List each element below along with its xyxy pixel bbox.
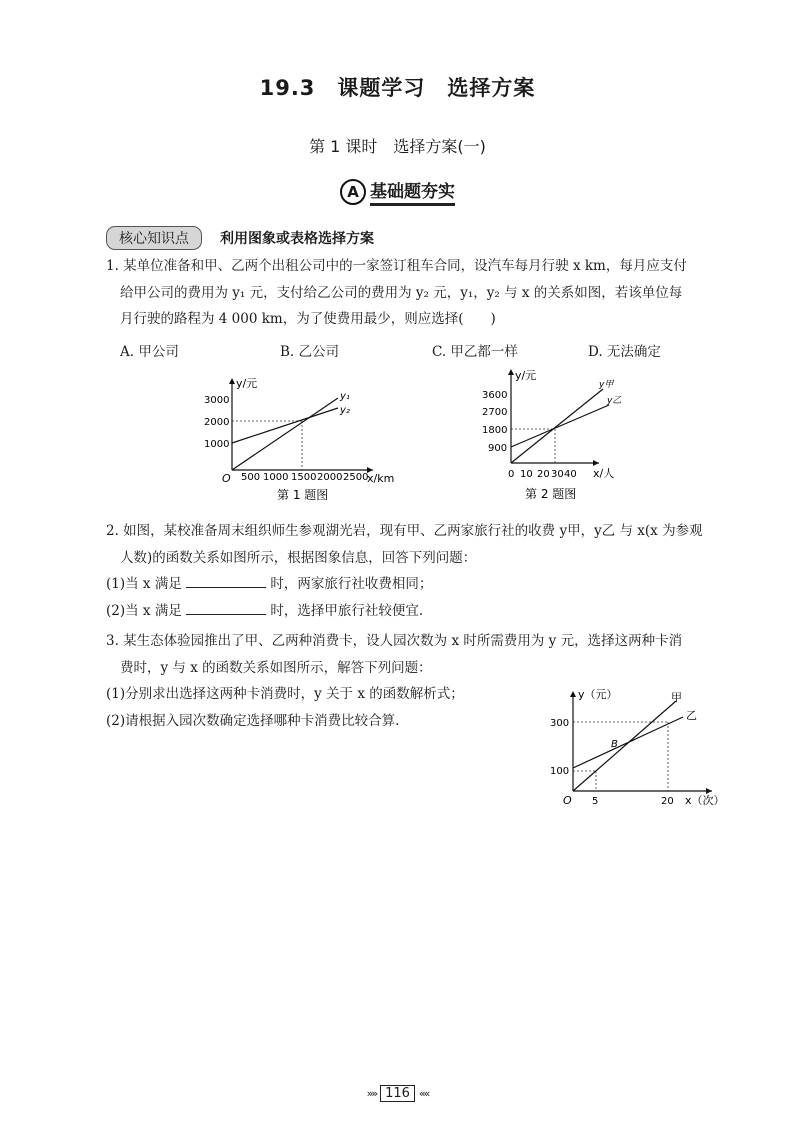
fig2-ytick: 1800: [482, 425, 508, 436]
fig2-ylabel: y/元: [515, 369, 537, 382]
fig1-xtick: 1500: [291, 472, 317, 483]
q3-part2: (2)请根据入园次数确定选择哪种卡消费比较合算.: [106, 712, 400, 729]
fig1-series-label: y₁: [340, 391, 350, 402]
fig2-series-label: y甲: [599, 380, 614, 390]
q2-part2-blank[interactable]: [186, 600, 266, 615]
fig1-origin: O: [222, 472, 231, 485]
fig2-line-yyi: [511, 405, 609, 447]
question-2: [106, 518, 726, 624]
fig3-ytick: 100: [550, 766, 570, 777]
section-label: 基础题夯实: [370, 177, 455, 206]
lesson-subtitle: 第 1 课时 选择方案(一): [309, 137, 486, 156]
q1-line: 给甲公司的费用为 y₁ 元，支付给乙公司的费用为 y₂ 元，y₁，y₂ 与 x 的关系如图，若该单位每: [120, 284, 683, 301]
fig2-series-label: y乙: [607, 396, 622, 406]
fig2-xtick: 20: [537, 469, 550, 480]
figure-3: [540, 683, 730, 813]
fig3-xtick: 20: [661, 796, 674, 807]
page-number: 116: [380, 1085, 415, 1102]
q2-part2-post: 时，选择甲旅行社较便宜.: [270, 602, 424, 619]
fig2-caption: 第 2 题图: [525, 487, 577, 501]
question-1: [106, 253, 726, 333]
q3-line: 3. 某生态体验园推出了甲、乙两种消费卡，设人园次数为 x 时所需费用为 y 元，选择这两种卡消: [106, 633, 683, 649]
fig2-xtick: 0: [508, 469, 515, 480]
q2-part1-post: 时，两家旅行社收费相同；: [270, 576, 433, 592]
section-badge: A: [340, 179, 366, 205]
fig1-line-y2: [232, 408, 338, 443]
q2-line: 人数)的函数关系如图所示，根据图象信息，回答下列问题：: [120, 549, 477, 566]
fig1-ylabel: y/元: [236, 377, 258, 390]
q3-line: 费时，y 与 x 的函数关系如图所示，解答下列问题：: [120, 659, 432, 676]
page-footer: [0, 1085, 795, 1102]
page-title: 19.3 课题学习 选择方案: [259, 76, 536, 100]
option-b: B. 乙公司: [280, 344, 340, 360]
fig2-ytick: 2700: [482, 407, 508, 418]
q2-line: 2. 如图，某校准备周末组织师生参观湖光岩，现有甲、乙两家旅行社的收费 y甲，y乙 与 x(x 为参观: [106, 523, 703, 539]
figure-2: [475, 365, 635, 505]
option-d: D. 无法确定: [588, 344, 661, 360]
fig3-ytick: 300: [550, 718, 570, 729]
fig2-ytick: 900: [488, 443, 508, 454]
fig1-ytick: 3000: [204, 395, 230, 406]
q3-part1: (1)分别求出选择这两种卡消费时，y 关于 x 的函数解析式；: [106, 686, 464, 702]
fig3-line-jia: [573, 701, 676, 791]
fig2-line-yjia: [511, 389, 603, 463]
fig1-line-y1: [232, 398, 338, 470]
option-c: C. 甲乙都一样: [432, 344, 518, 360]
fig3-xtick: 5: [592, 796, 599, 807]
fig2-xtick: 40: [564, 469, 577, 480]
fig3-series-label: 甲: [671, 691, 682, 704]
fig3-xlabel: x（次）: [685, 794, 725, 807]
fig1-xtick: 1000: [263, 472, 289, 483]
fig3-series-label: 乙: [686, 709, 697, 722]
footer-left-arrows: »»: [366, 1087, 377, 1100]
fig3-point-b: B: [611, 739, 618, 750]
footer-right-arrows: ««: [418, 1087, 429, 1100]
knowledge-topic: 利用图象或表格选择方案: [220, 231, 374, 247]
fig2-ytick: 3600: [482, 390, 508, 401]
fig1-ytick: 1000: [204, 439, 230, 450]
fig2-xtick: 10: [520, 469, 533, 480]
fig1-ytick: 2000: [204, 417, 230, 428]
fig1-series-label: y₂: [340, 405, 350, 416]
fig2-xlabel: x/人: [593, 467, 615, 480]
fig1-xtick: 500: [241, 472, 261, 483]
fig3-ylabel: y（元）: [578, 688, 618, 701]
q2-part1-blank[interactable]: [186, 573, 266, 588]
fig1-xtick: 2500: [343, 472, 369, 483]
q1-line: 1. 某单位准备和甲、乙两个出租公司中的一家签订租车合同，设汽车每月行驶 x km，每月应支付: [106, 258, 687, 274]
option-a: A. 甲公司: [120, 344, 179, 360]
fig1-xlabel: x/km: [367, 472, 395, 485]
fig1-caption: 第 1 题图: [277, 488, 329, 502]
q2-part2-pre: (2)当 x 满足: [106, 602, 182, 619]
figure-1: [195, 372, 410, 504]
q1-line: 月行驶的路程为 4 000 km，为了使费用最少，则应选择( ): [120, 311, 496, 327]
fig1-xtick: 2000: [317, 472, 343, 483]
knowledge-point: [106, 226, 374, 250]
section-header: [0, 177, 795, 206]
fig3-line-yi: [573, 717, 683, 768]
knowledge-badge: 核心知识点: [106, 226, 202, 250]
fig3-origin: O: [563, 794, 572, 807]
fig2-xtick: 30: [551, 469, 564, 480]
q2-part1-pre: (1)当 x 满足: [106, 576, 182, 592]
